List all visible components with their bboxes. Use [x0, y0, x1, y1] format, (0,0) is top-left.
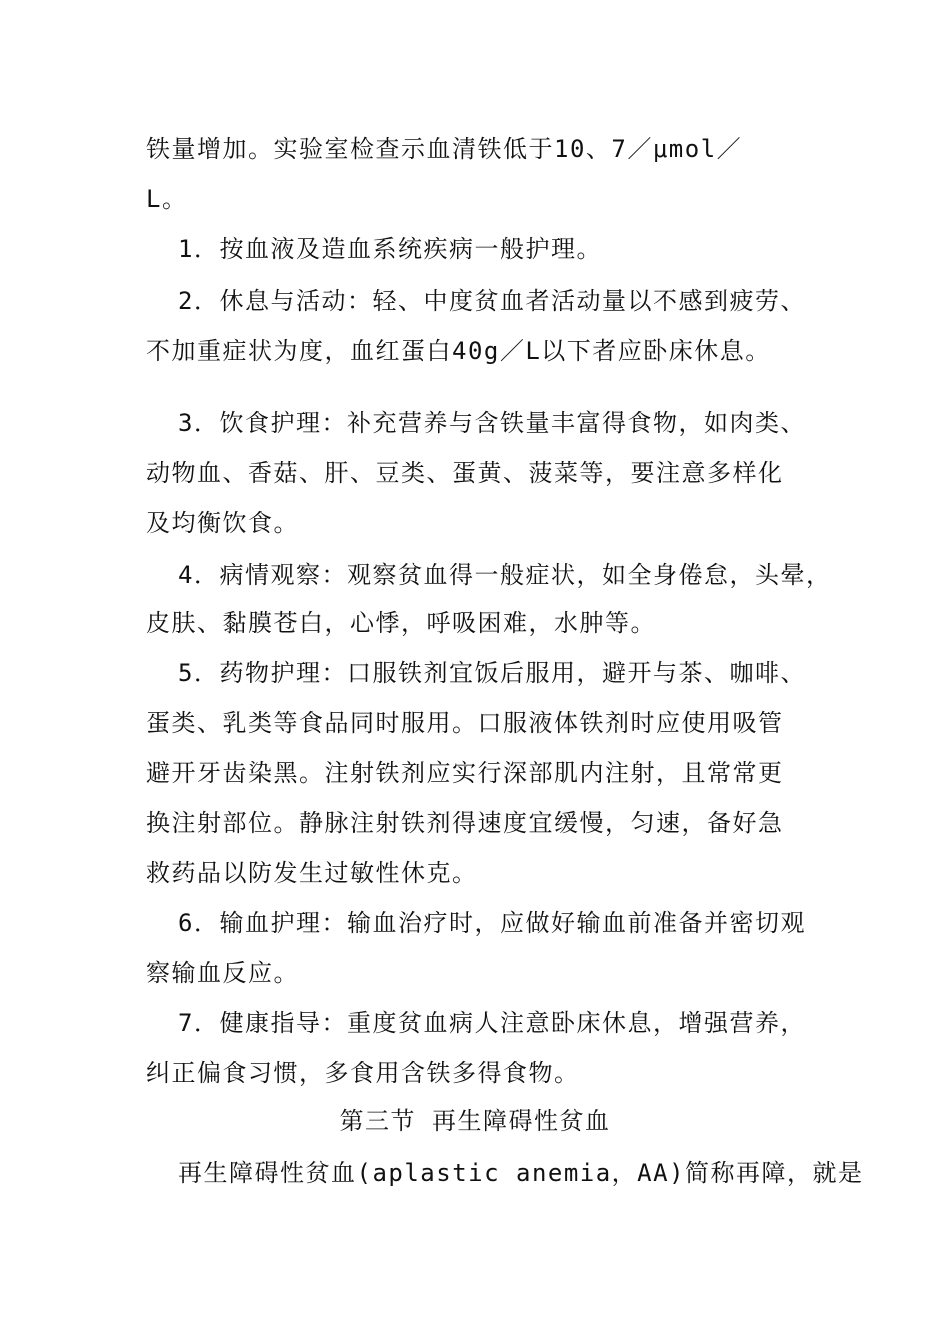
section-heading: 第三节 再生障碍性贫血 — [339, 1107, 611, 1135]
list-item: 2．休息与活动：轻、中度贫血者活动量以不感到疲劳、 — [178, 287, 806, 315]
list-item: 7．健康指导：重度贫血病人注意卧床休息，增强营养， — [178, 1009, 806, 1037]
list-item: 3．饮食护理：补充营养与含铁量丰富得食物，如肉类、 — [178, 409, 806, 437]
text-line: 蛋类、乳类等食品同时服用。口服液体铁剂时应使用吸管 — [146, 709, 784, 737]
text-line: 救药品以防发生过敏性休克。 — [146, 859, 478, 887]
text-line: 皮肤、黏膜苍白，心悸，呼吸困难，水肿等。 — [146, 609, 656, 637]
text-line: 换注射部位。静脉注射铁剂得速度宜缓慢，匀速，备好急 — [146, 809, 784, 837]
list-item: 4．病情观察：观察贫血得一般症状，如全身倦怠，头晕， — [178, 561, 832, 589]
text-line: L。 — [146, 185, 188, 213]
text-line: 铁量增加。实验室检查示血清铁低于10、7／μmol／ — [146, 135, 743, 163]
text-line: 动物血、香菇、肝、豆类、蛋黄、菠菜等，要注意多样化 — [146, 459, 784, 487]
text-line: 不加重症状为度，血红蛋白40g／L以下者应卧床休息。 — [146, 337, 771, 365]
text-line: 及均衡饮食。 — [146, 509, 299, 537]
list-item: 1．按血液及造血系统疾病一般护理。 — [178, 235, 602, 263]
text-line: 纠正偏食习惯，多食用含铁多得食物。 — [146, 1059, 580, 1087]
text-line: 察输血反应。 — [146, 959, 299, 987]
text-line: 再生障碍性贫血(aplastic anemia，AA)简称再障，就是 — [178, 1159, 864, 1187]
list-item: 6．输血护理：输血治疗时，应做好输血前准备并密切观 — [178, 909, 806, 937]
text-line: 避开牙齿染黑。注射铁剂应实行深部肌内注射，且常常更 — [146, 759, 784, 787]
list-item: 5．药物护理：口服铁剂宜饭后服用，避开与茶、咖啡、 — [178, 659, 806, 687]
